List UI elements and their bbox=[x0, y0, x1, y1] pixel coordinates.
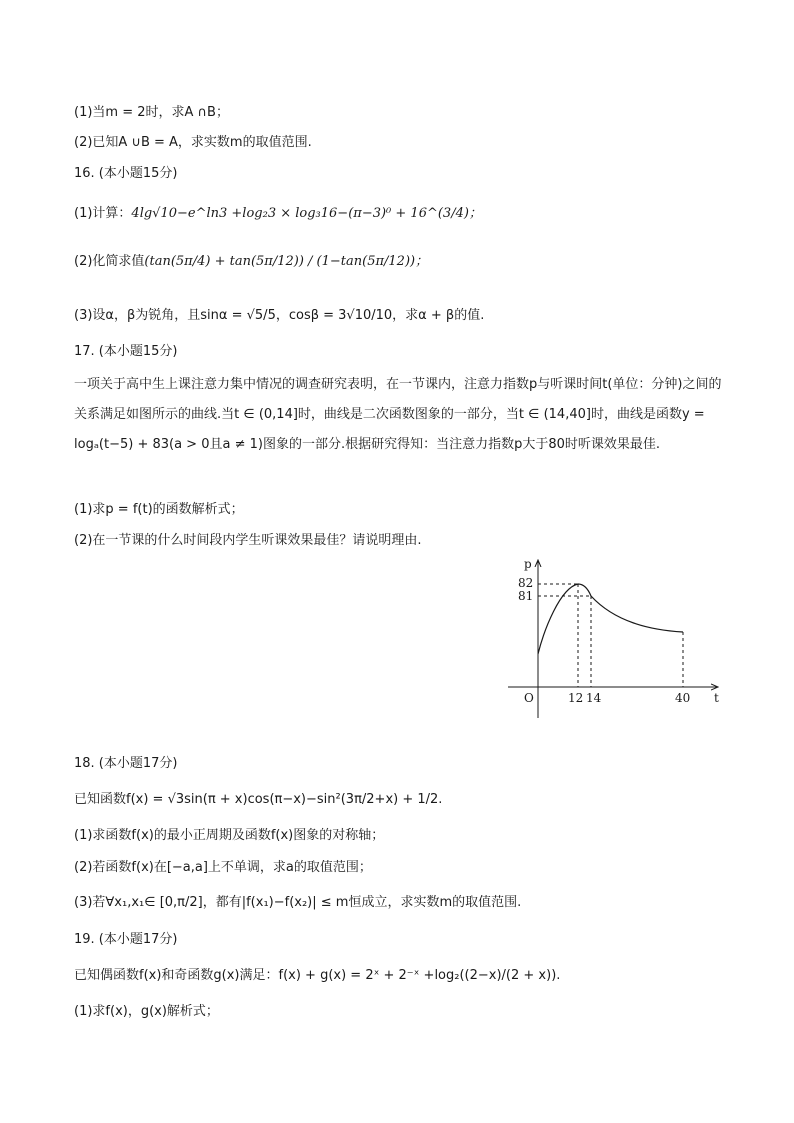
q16-header: 16. (本小题15分) bbox=[74, 166, 178, 181]
q18-part1: (1)求函数f(x)的最小正周期及函数f(x)图象的对称轴； bbox=[74, 828, 385, 843]
q18-given: 已知函数f(x) = √3sin(π + x)cos(π−x)−sin²(3π/2+x) + 1/2. bbox=[74, 792, 443, 807]
attention-curve bbox=[538, 584, 683, 654]
q15-part1: (1)当m = 2时，求A ∩B； bbox=[74, 105, 229, 120]
q16-part2 bbox=[74, 252, 428, 272]
q19-header: 19. (本小题17分) bbox=[74, 932, 178, 947]
q17-header: 17. (本小题15分) bbox=[74, 344, 178, 359]
q16-part2-expr: (tan(5π/4) + tan(5π/12)) / (1−tan(5π/12))； bbox=[144, 254, 429, 269]
q16-part2-label: (2)化简求值 bbox=[74, 254, 145, 269]
q19-part1: (1)求f(x)，g(x)解析式； bbox=[74, 1004, 219, 1019]
x-axis-label: t bbox=[714, 691, 719, 705]
y-axis-label: p bbox=[524, 557, 532, 571]
attention-chart bbox=[500, 550, 730, 725]
q15-part2: (2)已知A ∪B = A，求实数m的取值范围. bbox=[74, 135, 312, 150]
q17-body: 一项关于高中生上课注意力集中情况的调查研究表明，在一节课内，注意力指数p与听课时间t(单位：分钟)之间的关系满足如图所示的曲线.当t ∈ (0,14]时，曲线是二次函数图象的一部分，当t ∈ (14,40]时，曲线是函数y = logₐ(t−5) + 83(a > 0且a ≠ 1)图象的一部分.根据研究得知：当注意力指数p大于80时听课效果最佳. bbox=[74, 377, 722, 452]
q16-part1-label: (1)计算： bbox=[74, 206, 132, 221]
q18-part3: (3)若∀x₁,x₁∈ [0,π/2]，都有|f(x₁)−f(x₂)| ≤ m恒成立，求实数m的取值范围. bbox=[74, 895, 522, 910]
q16-part3: (3)设α，β为锐角，且sinα = √5/5，cosβ = 3√10/10，求α + β的值. bbox=[74, 308, 485, 323]
y-tick-81: 81 bbox=[518, 589, 534, 603]
q18-header: 18. (本小题17分) bbox=[74, 756, 178, 771]
x-tick-14: 14 bbox=[586, 691, 602, 705]
q16-part1-expr: 4lg√10−e^ln3 +log₂3 × log₃16−(π−3)⁰ + 16^(3/4)； bbox=[131, 206, 482, 221]
x-tick-40: 40 bbox=[675, 691, 691, 705]
q16-part1 bbox=[74, 204, 482, 224]
q19-given: 已知偶函数f(x)和奇函数g(x)满足：f(x) + g(x) = 2ˣ + 2⁻ˣ +log₂((2−x)/(2 + x)). bbox=[74, 968, 561, 983]
q17-part1: (1)求p = f(t)的函数解析式； bbox=[74, 502, 244, 517]
origin-label: O bbox=[524, 691, 534, 705]
y-tick-82: 82 bbox=[518, 576, 534, 590]
x-tick-12: 12 bbox=[568, 691, 584, 705]
q18-part2: (2)若函数f(x)在[−a,a]上不单调，求a的取值范围； bbox=[74, 860, 372, 875]
q17-part2: (2)在一节课的什么时间段内学生听课效果最佳？请说明理由. bbox=[74, 533, 422, 548]
